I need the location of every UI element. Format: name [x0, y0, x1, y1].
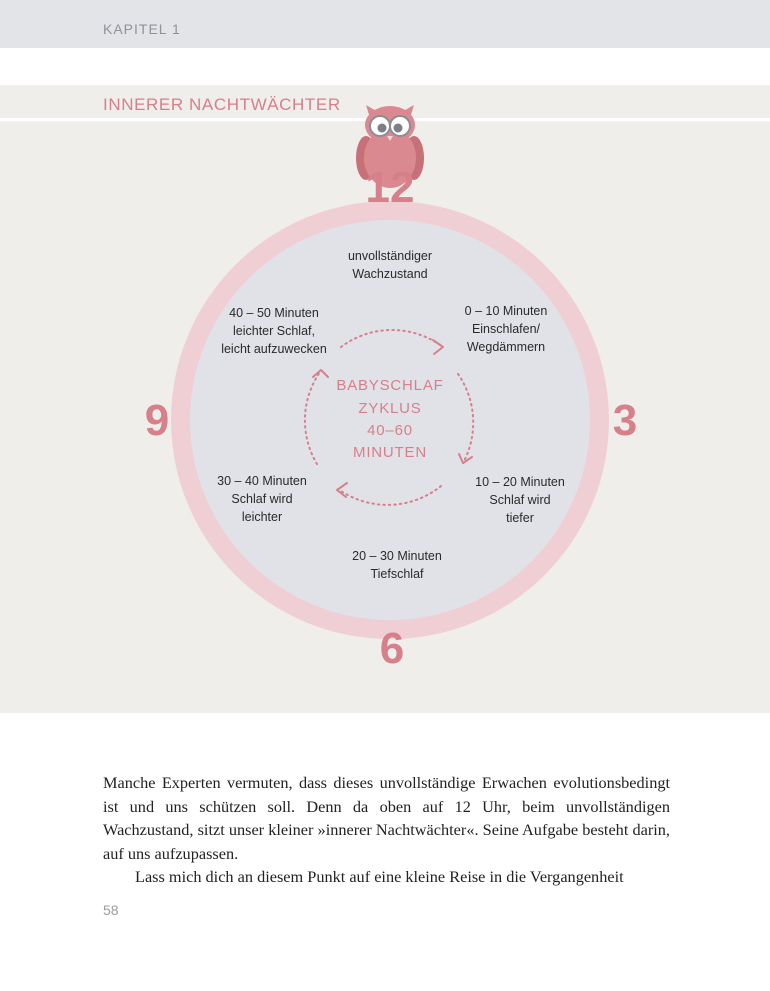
phase-top-left-line-1: 40 – 50 Minuten	[229, 306, 319, 320]
sleep-cycle-diagram	[0, 85, 770, 713]
center-label-line-4: MINUTEN	[353, 444, 427, 461]
phase-bottom-right-line-3: tiefer	[506, 511, 534, 525]
phase-bottom-line-1: 20 – 30 Minuten	[352, 549, 442, 563]
phase-bottom-line-2: Tiefschlaf	[370, 567, 424, 581]
hour-3: 3	[612, 396, 638, 445]
center-label-line-1: BABYSCHLAF	[336, 377, 444, 394]
center-label-line-2: ZYKLUS	[358, 400, 422, 417]
chapter-label: KAPITEL 1	[103, 21, 181, 37]
phase-bottom-right-line-2: Schlaf wird	[489, 493, 551, 507]
phase-top-line-2: Wachzustand	[352, 267, 428, 281]
info-box	[0, 85, 770, 713]
phase-top-line-1: unvollständiger	[347, 249, 433, 263]
hour-6: 6	[379, 624, 405, 673]
phase-top-right-line-3: Wegdämmern	[466, 340, 546, 354]
phase-top-left-line-2: leichter Schlaf,	[233, 324, 315, 338]
paragraph: Lass mich dich an diesem Punkt auf eine kleine Reise in die Vergangenheit	[135, 867, 624, 886]
phase-bottom-left-line-1: 30 – 40 Minuten	[217, 474, 307, 488]
header-bar	[0, 0, 770, 48]
page-number: 58	[103, 902, 119, 918]
paragraph: Manche Experten vermuten, dass dieses unvollständige Erwachen evolutionsbedingt ist und uns schützen soll. Denn da oben auf 12 Uhr, beim unvollständigen Wachzustand, sitzt unser kleiner »innerer Nachtwächter«. Seine Aufgabe besteht darin, auf uns aufzupassen.	[103, 773, 670, 863]
phase-bottom-right-line-1: 10 – 20 Minuten	[475, 475, 565, 489]
phase-bottom-left-line-3: leichter	[241, 510, 283, 524]
box-title: INNERER NACHTWÄCHTER	[103, 95, 341, 114]
phase-top-right-line-1: 0 – 10 Minuten	[464, 304, 548, 318]
hour-9: 9	[144, 396, 170, 445]
center-label-line-3: 40–60	[367, 422, 413, 439]
phase-top-right-line-2: Einschlafen/	[471, 322, 541, 336]
body-text	[103, 771, 670, 889]
hour-12: 12	[365, 163, 415, 212]
phase-bottom-left-line-2: Schlaf wird	[231, 492, 293, 506]
phase-top-left-line-3: leicht aufzuwecken	[221, 342, 327, 356]
